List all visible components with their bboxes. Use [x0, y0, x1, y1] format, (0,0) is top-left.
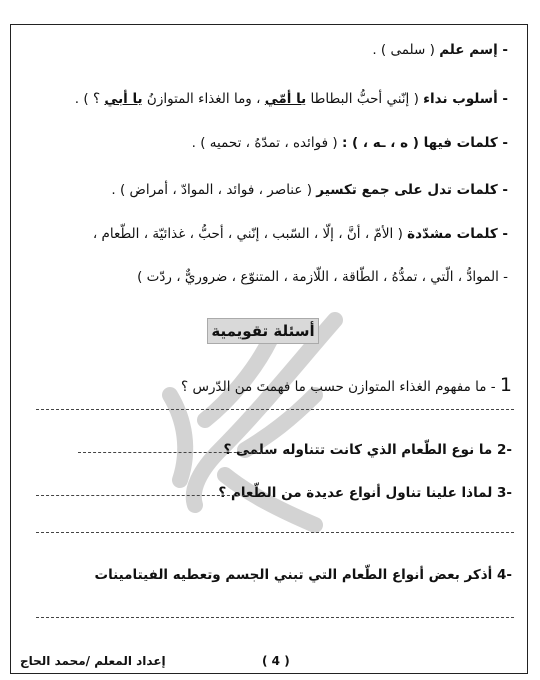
- line-text: ، وما الغذاء المتوازنُ: [146, 91, 261, 107]
- line-text: ؟ ) .: [74, 91, 101, 107]
- page-number: ( 4 ): [262, 654, 290, 668]
- line-label: - كلمات مشدّدة: [407, 226, 508, 242]
- question-text: -2 ما نوع الطّعام الذي كانت تتناوله سلمى ؟: [223, 442, 512, 458]
- author-credit: إعداد المعلم /محمد الحاج: [20, 654, 166, 668]
- question-1: [181, 375, 512, 397]
- line-text: ( الأمّ ، أنَّ ، إلّا ، السّبب ، إنّني ، أحبُّ ، غذائيّة ، الطّعام ،: [92, 226, 403, 242]
- question-text: -3 لماذا علينا تناول أنواع عديدة من الطّعام ؟: [218, 485, 512, 501]
- section-title: أسئلة تقويمية: [207, 318, 319, 344]
- line-label: - إسم علم: [439, 42, 508, 58]
- line-label: - كلمات فيها ( ه ، ـه ، ) :: [341, 135, 508, 151]
- question-text: -4 أذكر بعض أنواع الطّعام التي تبني الجسم وتعطيه الفيتامينات: [94, 567, 512, 583]
- answer-line[interactable]: [36, 495, 250, 496]
- line-shadda-words: [93, 224, 508, 244]
- line-pronoun-words: [192, 133, 508, 153]
- underlined-vocative: يا أمّي: [264, 91, 307, 107]
- answer-line[interactable]: [36, 617, 514, 618]
- answer-line[interactable]: [36, 532, 514, 533]
- question-4: [95, 565, 512, 585]
- line-vocative: [75, 89, 508, 109]
- answer-line[interactable]: [78, 452, 272, 453]
- question-2: [223, 440, 512, 460]
- answer-line[interactable]: [36, 409, 514, 410]
- line-text: ( سلمى ) .: [372, 42, 435, 58]
- line-text: ( فوائده ، تمدّهُ ، تحميه ) .: [191, 135, 338, 151]
- line-text: - الموادُّ ، الّتي ، تمدُّهُ ، الطّاقة ، اللّازمة ، المتنوّع ، ضروريٌّ ، ردّت ): [137, 269, 508, 285]
- line-text: ( إنّني أحبُّ البطاطا: [310, 91, 419, 107]
- question-text: - ما مفهوم الغذاء المتوازن حسب ما فهمتَ من الدّرس ؟: [181, 379, 496, 395]
- line-label: - كلمات تدل على جمع تكسير: [316, 182, 508, 198]
- question-number: 1: [499, 374, 512, 396]
- line-label: - أسلوب نداء: [423, 91, 508, 107]
- line-broken-plurals: [111, 180, 508, 200]
- underlined-vocative: يا أبي: [104, 91, 143, 107]
- line-shadda-words-cont: [137, 267, 508, 287]
- question-3: [218, 483, 512, 503]
- line-text: ( عناصر ، فوائد ، الموادّ ، أمراض ) .: [111, 182, 312, 198]
- line-proper-noun: [372, 40, 508, 60]
